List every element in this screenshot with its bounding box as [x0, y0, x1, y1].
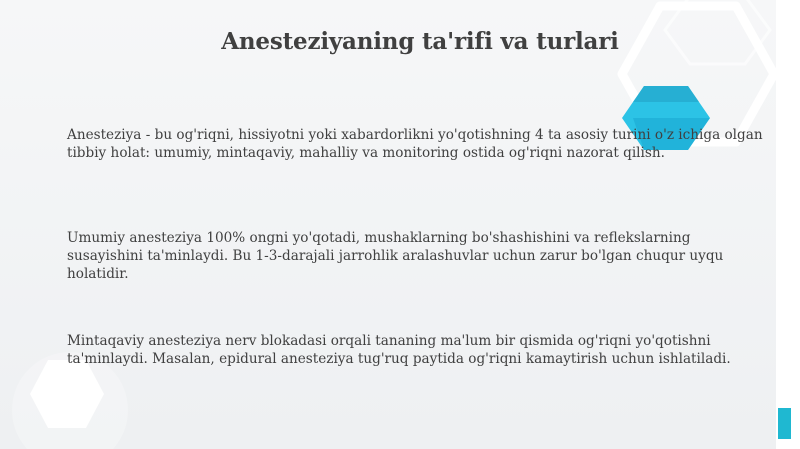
paragraph-regional-anesthesia: Mintaqaviy anesteziya nerv blokadasi orqali tananing ma'lum bir qismida og'riqni yo'qotishni ta'minlaydi. Masalan, epidural anesteziya tug'ruq paytida og'riqni kamaytirish uchun ishlatiladi. [67, 333, 731, 367]
paragraph-general-anesthesia: Umumiy anesteziya 100% ongni yo'qotadi, mushaklarning bo'shashishini va reflekslarning susayishini ta'minlaydi. Bu 1-3-darajali jarrohlik aralashuvlar uchun zarur bo'lgan chuqur uyqu holatidir. [67, 230, 724, 282]
slide-title: Anesteziyaning ta'rifi va turlari [221, 28, 619, 55]
accent-bar [778, 408, 791, 439]
paragraph-definition: Anesteziya - bu og'riqni, hissiyotni yoki xabardorlikni yo'qotishning 4 ta asosiy turini o'z ichiga olgan tibbiy holat: umumiy, mintaqaviy, mahalliy va monitoring ostida og'riqni nazorat qilish. [67, 127, 763, 161]
